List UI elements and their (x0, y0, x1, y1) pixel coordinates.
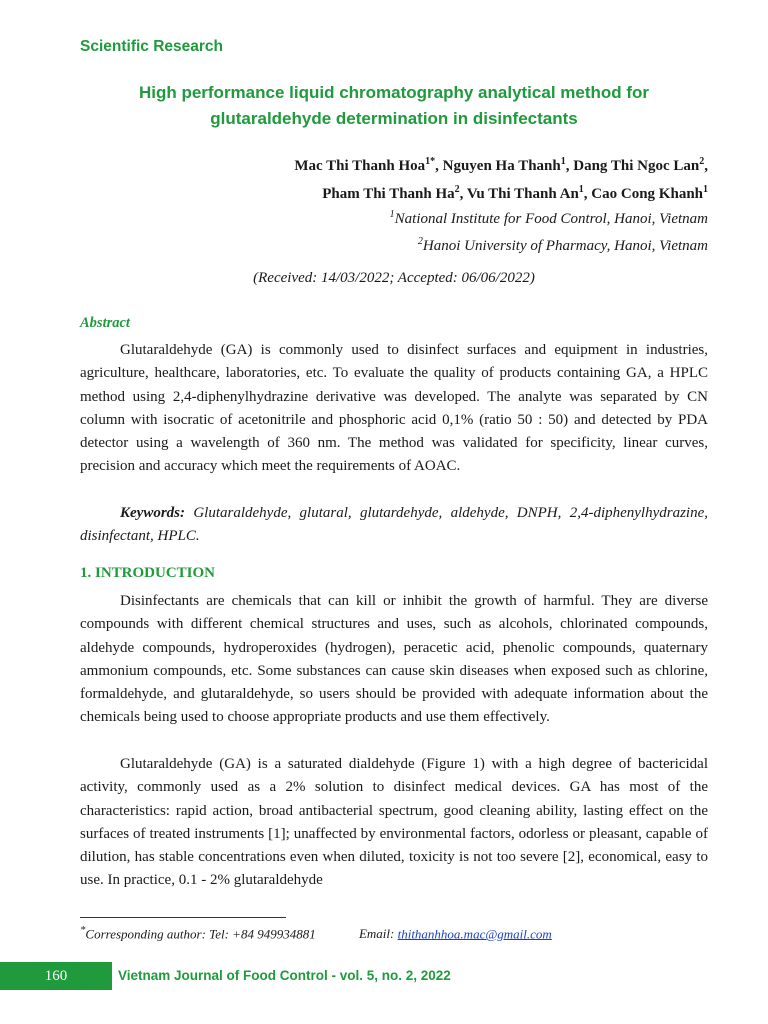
footnote-text: Corresponding author: Tel: +84 949934881 (85, 926, 316, 942)
author-sup: 1 (578, 184, 584, 195)
intro-paragraph-1: Disinfectants are chemicals that can kill or inhibit the growth of harmful. They are diverse compounds with different chemical structures and uses, such as alcohols, chlorinated compounds, aldehyde compounds, hydroperoxides (hydrogen), peracetic acid, phenolic compounds, quaternary ammonium compounds, etc. Some substances can cause skin diseases when exposed such as chlorine, formaldehyde, and glutaraldehyde, so users should be provided with adequate information about the chemicals being used to choose appropriate products and use them effectively. (80, 593, 708, 726)
author-name: Mac Thi Thanh Hoa (294, 158, 426, 174)
keywords-label: Keywords: (120, 505, 185, 521)
author-name: Vu Thi Thanh An (466, 186, 579, 202)
author-line-2: Pham Thi Thanh Ha$^2$, Vu Thi Thanh An$^1$, Cao Cong Khanh$^1$ (322, 184, 708, 202)
introduction-heading: 1. INTRODUCTION (80, 565, 216, 581)
footnote (80, 924, 552, 942)
author-sup: 2 (454, 184, 460, 195)
author-name: Pham Thi Thanh Ha (322, 186, 455, 202)
footnote-mark: * (80, 924, 86, 936)
author-name: Dang Thi Ngoc Lan (573, 158, 700, 174)
email-label: Email: (358, 926, 395, 942)
author-sup: 1 (560, 156, 566, 167)
page-number-box (0, 962, 112, 990)
footnote-rule (80, 917, 286, 918)
author-list (294, 152, 708, 208)
affiliation-2: $^2$Hanoi University of Pharmacy, Hanoi, Vietnam (417, 236, 708, 254)
author-line-1: Mac Thi Thanh Hoa$^{1*}$, Nguyen Ha Thanh$^1$, Dang Thi Ngoc Lan$^2$, (294, 156, 708, 174)
email-link[interactable]: thithanhhoa.mac@gmail.com (397, 926, 552, 942)
page-footer (0, 962, 768, 990)
received-dates: (Received: 14/03/2022; Accepted: 06/06/2022) (253, 270, 535, 286)
author-name: Nguyen Ha Thanh (442, 158, 561, 174)
keywords-text: Glutaraldehyde, glutaral, glutardehyde, aldehyde, DNPH, 2,4-diphenylhydrazine, disinfectant, HPLC. (80, 505, 709, 545)
author-sup: 1* (425, 156, 436, 167)
keywords-paragraph (80, 502, 708, 549)
abstract-heading: Abstract (80, 315, 130, 331)
affiliation-1: $^1$National Institute for Food Control, Hanoi, Vietnam (389, 209, 708, 227)
abstract-text: Glutaraldehyde (GA) is commonly used to disinfect surfaces and equipment in industries, agriculture, healthcare, laboratories, etc. To evaluate the quality of products containing GA, a HPLC method using 2,4-diphenylhydrazine derivative was developed. The analyte was separated by CN column with isocratic of acetonitrile and phosphoric acid 0,1% (ratio 50 : 50) and detected by PDA detector using a wavelength of 360 nm. The method was validated for specificity, linear curves, precision and accuracy which meet the requirements of AOAC. (80, 342, 708, 475)
intro-paragraph-2: Glutaraldehyde (GA) is a saturated dialdehyde (Figure 1) with a high degree of bactericidal activity, commonly used as a 2% solution to disinfect medical devices. GA has most of the characteristics: rapid action, broad antibacterial spectrum, good cleaning ability, lasting effect on the surfaces of treated instruments [1]; unaffected by environmental factors, odorless or pleasant, capable of dilution, has stable concentrations even when diluted, toxicity is not too severe [2], economical, easy to use. In practice, 0.1 - 2% glutaraldehyde (80, 756, 708, 889)
paper-title (80, 80, 708, 132)
section-label: Scientific Research (80, 38, 224, 55)
title-line-1: High performance liquid chromatography analytical method for (138, 83, 650, 102)
author-sup: 2 (699, 156, 705, 167)
affiliations (390, 206, 708, 260)
author-sup: 1 (703, 184, 708, 195)
title-line-2: glutaraldehyde determination in disinfectants (210, 109, 578, 128)
page-number: 160 (44, 968, 68, 984)
journal-name: Vietnam Journal of Food Control - vol. 5, no. 2, 2022 (118, 968, 451, 983)
author-name: Cao Cong Khanh (591, 186, 703, 202)
